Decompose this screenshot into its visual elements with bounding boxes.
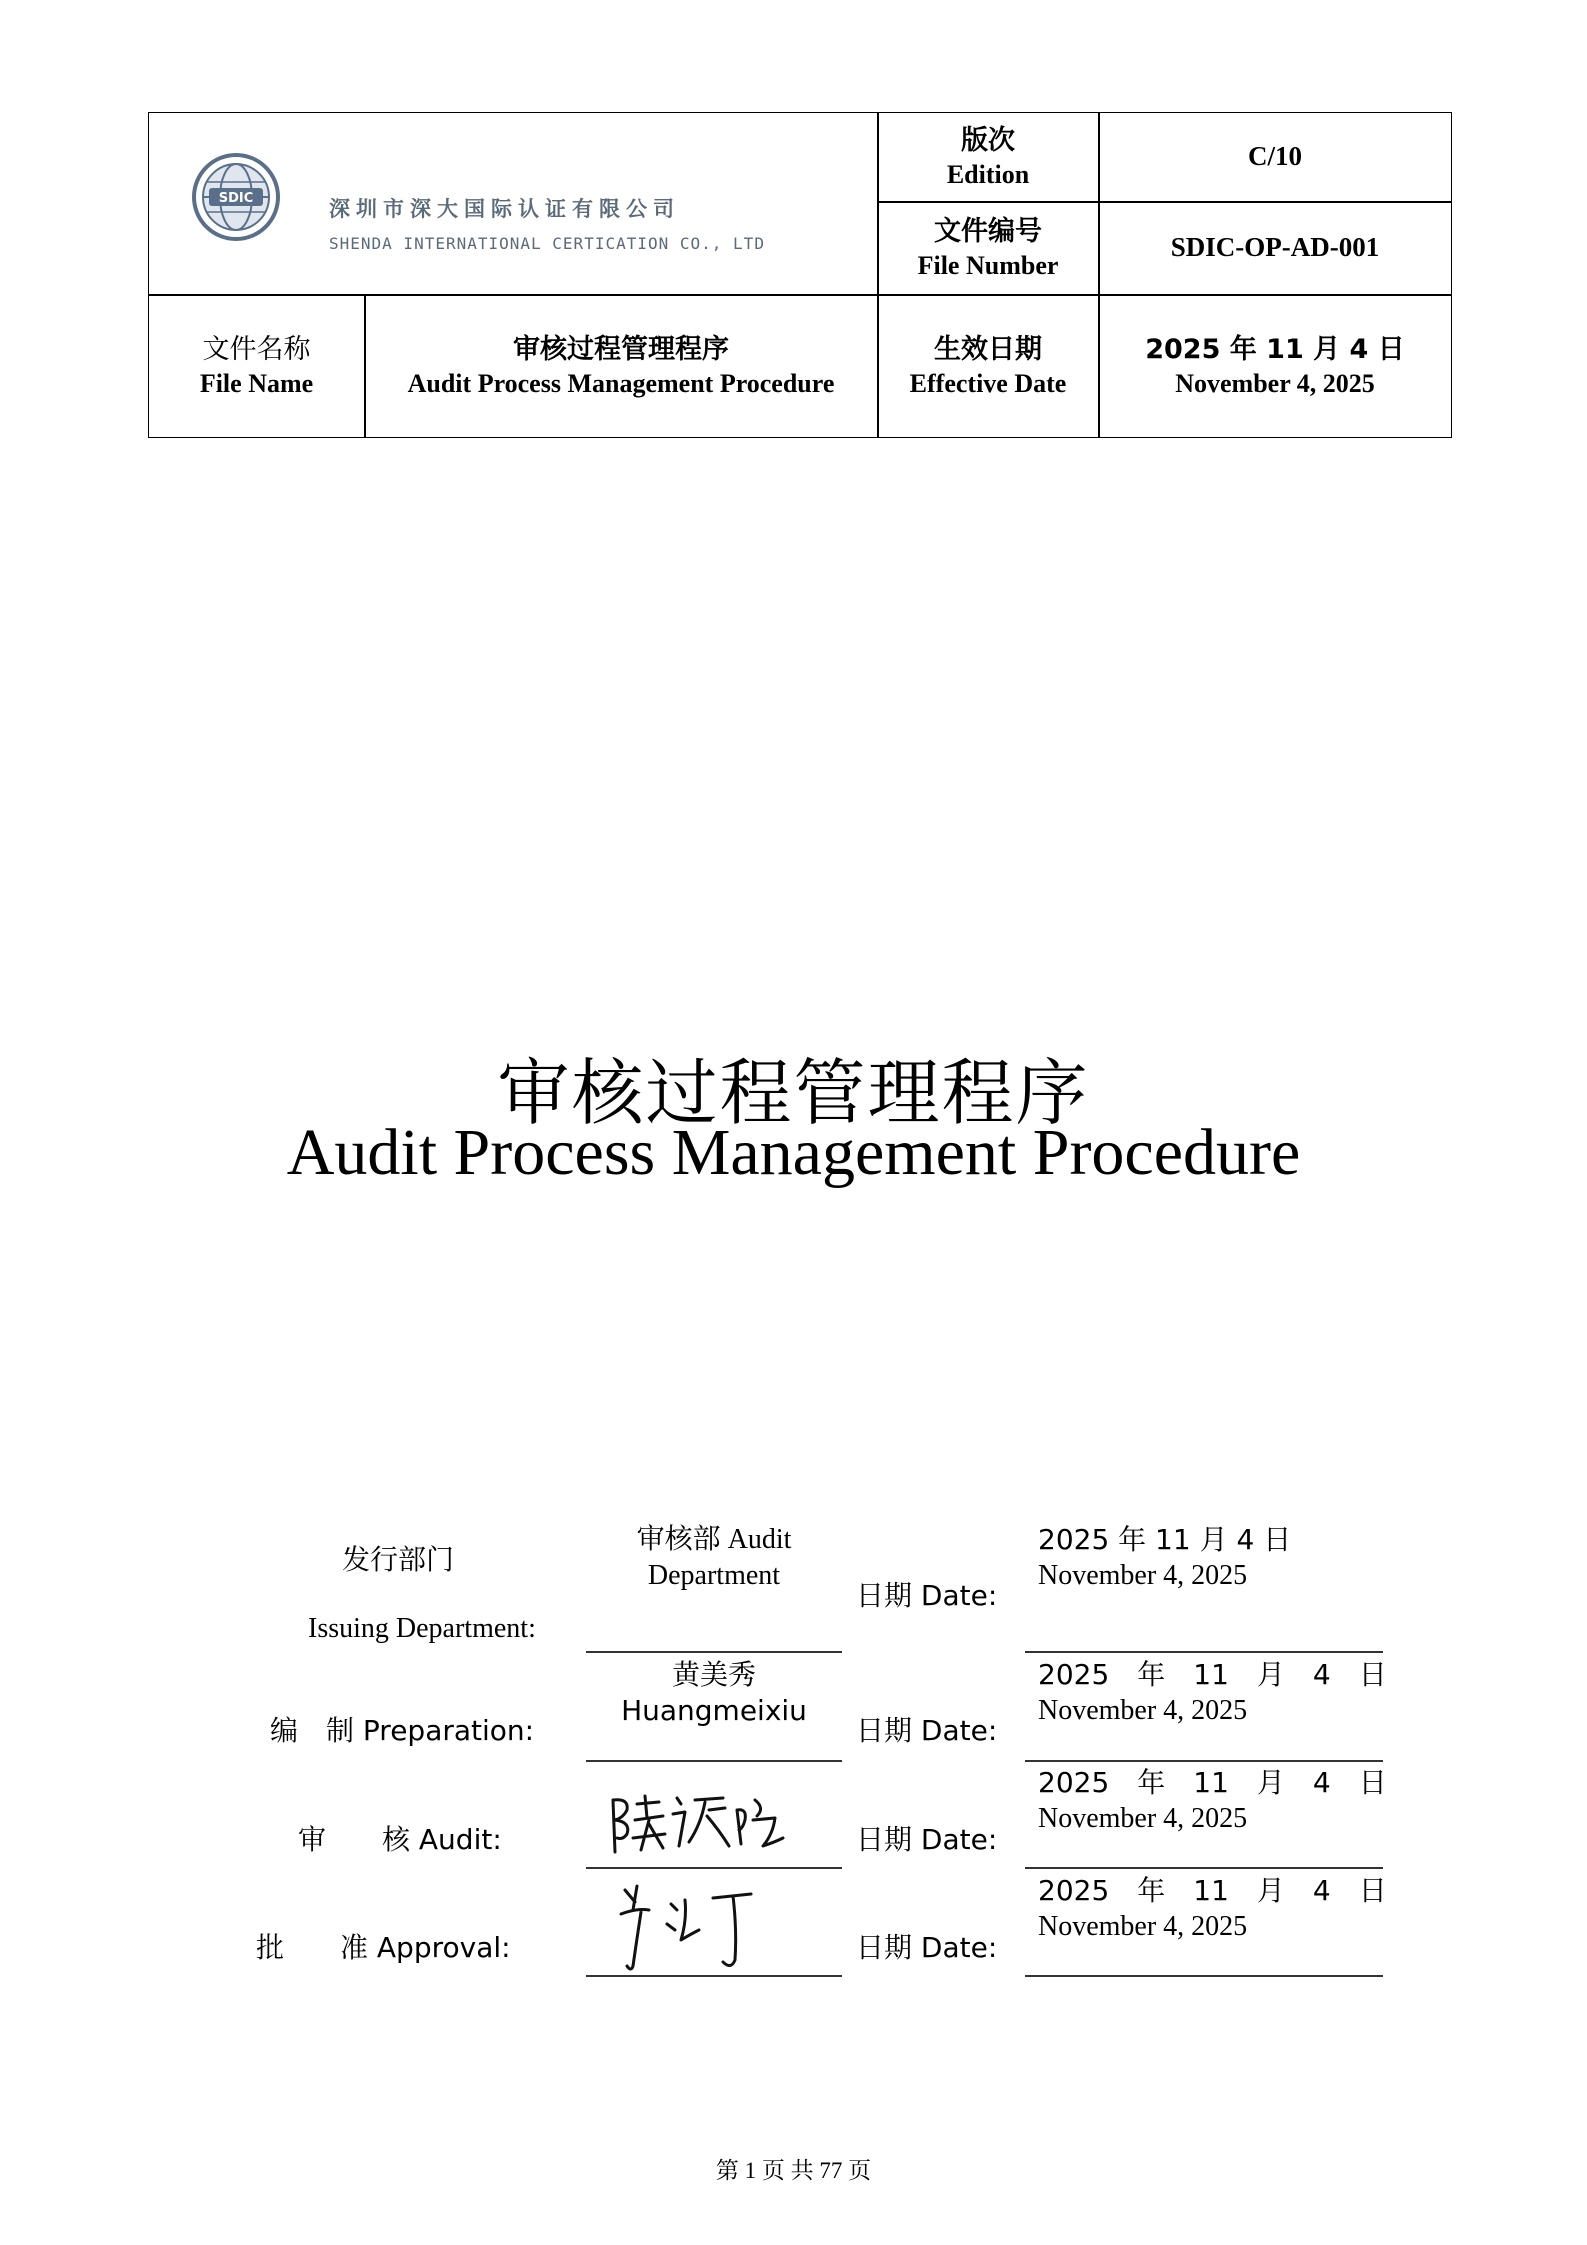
file-name-label-en: File Name <box>199 368 314 398</box>
date-line <box>1025 1760 1383 1762</box>
edition-value: C/10 <box>1248 141 1302 172</box>
file-name-label-cell <box>149 295 364 437</box>
issuing-dept-value <box>586 1522 842 1595</box>
company-logo <box>191 149 765 259</box>
file-name-label-cn: 文件名称 <box>202 333 311 365</box>
page-number: 第 1 页 共 77 页 <box>715 2158 872 2183</box>
preparation-label: 编 制 Preparation: <box>270 1714 535 1747</box>
audit-date <box>1038 1765 1387 1838</box>
signature-line <box>586 1760 842 1762</box>
issue-date <box>1038 1522 1291 1595</box>
company-name-en: SHENDA INTERNATIONAL CERTICATION CO., LTD <box>329 234 765 253</box>
date-line <box>1025 1975 1383 1977</box>
approver-signature <box>615 1880 765 1976</box>
preparation-date-en: November 4, 2025 <box>1038 1695 1248 1727</box>
edition-value-cell <box>1099 113 1451 201</box>
file-name-value-en: Audit Process Management Procedure <box>407 368 835 398</box>
document-title-cn: 审核过程管理程序 <box>497 1051 1090 1135</box>
date-label: 日期 Date: <box>856 1823 998 1856</box>
file-number-label-cell <box>878 202 1098 294</box>
issuing-dept-value-en: Department <box>647 1560 781 1592</box>
date-label: 日期 Date: <box>856 1931 998 1964</box>
effective-date-value-en: November 4, 2025 <box>1175 368 1375 398</box>
file-name-value-cell <box>365 295 877 437</box>
date-line <box>1025 1651 1383 1653</box>
issuing-dept-label-cn: 发行部门 <box>342 1543 455 1576</box>
audit-date-cn: 2025 年 11 月 4 日 <box>1038 1766 1387 1799</box>
signature-line <box>586 1867 842 1869</box>
issue-date-en: November 4, 2025 <box>1038 1560 1248 1592</box>
effective-date-label-en: Effective Date <box>909 368 1067 398</box>
file-number-value-cell <box>1099 202 1451 294</box>
date-label: 日期 Date: <box>856 1579 998 1612</box>
edition-label-cn: 版次 <box>961 124 1015 156</box>
date-label: 日期 Date: <box>856 1714 998 1747</box>
signature-line <box>586 1651 842 1653</box>
file-number-label-cn: 文件编号 <box>934 215 1042 247</box>
file-number-value: SDIC-OP-AD-001 <box>1170 232 1380 263</box>
date-line <box>1025 1867 1383 1869</box>
company-name-cn: 深圳市深大国际认证有限公司 <box>329 197 680 221</box>
preparer-name-en: Huangmeixiu <box>621 1694 807 1728</box>
svg-text:SDIC: SDIC <box>218 191 254 206</box>
effective-date-value-cell <box>1099 295 1451 437</box>
issue-date-cn: 2025 年 11 月 4 日 <box>1038 1523 1292 1556</box>
auditor-signature <box>605 1790 795 1862</box>
issuing-dept-label-en: Issuing Department: <box>308 1613 536 1644</box>
preparer <box>586 1657 842 1730</box>
effective-date-value-cn: 2025 年 11 月 4 日 <box>1145 333 1405 365</box>
effective-date-label-cell <box>878 295 1098 437</box>
audit-date-en: November 4, 2025 <box>1038 1803 1248 1835</box>
approval-date <box>1038 1873 1387 1946</box>
preparation-date <box>1038 1657 1387 1730</box>
globe-logo-icon <box>191 152 281 242</box>
approval-date-cn: 2025 年 11 月 4 日 <box>1038 1874 1387 1907</box>
approval-label: 批 准 Approval: <box>256 1931 511 1964</box>
edition-label-en: Edition <box>946 159 1030 189</box>
file-name-value-cn: 审核过程管理程序 <box>513 333 729 365</box>
edition-label-cell <box>878 113 1098 201</box>
audit-label: 审 核 Audit: <box>298 1823 502 1856</box>
preparation-date-cn: 2025 年 11 月 4 日 <box>1038 1658 1387 1691</box>
issuing-dept-value-cn: 审核部 Audit <box>636 1524 792 1555</box>
effective-date-label-cn: 生效日期 <box>934 333 1042 365</box>
signature-line <box>586 1975 842 1977</box>
header-table <box>148 112 1452 438</box>
preparer-name-cn: 黄美秀 <box>671 1658 756 1691</box>
approval-date-en: November 4, 2025 <box>1038 1911 1248 1943</box>
file-number-label-en: File Number <box>917 250 1059 280</box>
document-title-en: Audit Process Management Procedure <box>286 1116 1301 1189</box>
